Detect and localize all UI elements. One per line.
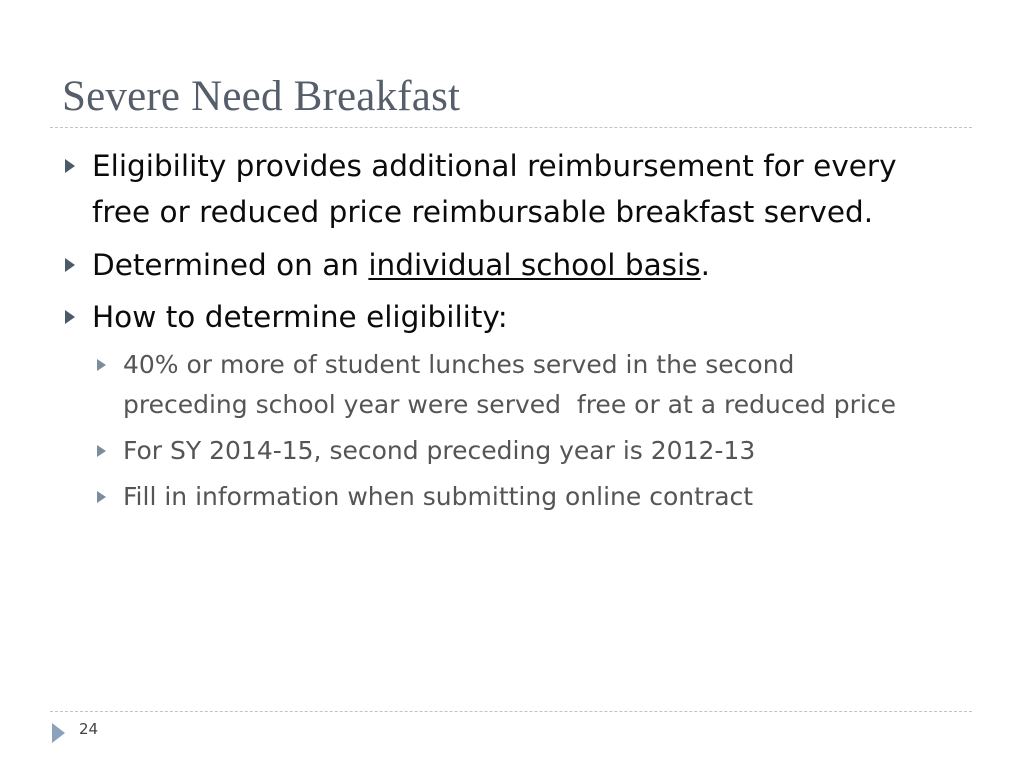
sub-bullet-triangle-icon <box>97 491 106 503</box>
bullet-text: Determined on an <box>92 248 369 282</box>
slide-number: 24 <box>79 720 99 738</box>
sub-bullet-line: 40% or more of student lunches served in the second <box>123 350 795 379</box>
bullet-line: Eligibility provides additional reimbursement for every <box>92 149 897 183</box>
sub-bullet-text: Fill in information when submitting online contract <box>123 482 754 511</box>
bullet-item <box>92 242 710 288</box>
sub-bullet-line: preceding school year were served free or at a reduced price <box>123 390 896 419</box>
bullet-item <box>92 143 897 235</box>
bullet-text: How to determine eligibility: <box>92 300 508 334</box>
sub-bullet-item <box>123 345 896 425</box>
bullet-triangle-icon <box>65 159 75 173</box>
sub-bullet-text: For SY 2014-15, second preceding year is 2012-13 <box>123 436 756 465</box>
emphasized-text: individual school basis <box>368 248 701 282</box>
bullet-line: free or reduced price reimbursable breakfast served. <box>92 195 874 229</box>
bullet-text-suffix: . <box>700 248 710 282</box>
title-divider <box>50 127 972 128</box>
sub-bullet-triangle-icon <box>97 445 106 457</box>
slide-title: Severe Need Breakfast <box>62 73 461 120</box>
sub-bullet-triangle-icon <box>97 359 106 371</box>
sub-bullet-item <box>123 477 753 517</box>
sub-bullet-item <box>123 431 755 471</box>
bullet-triangle-icon <box>65 258 75 272</box>
footer-triangle-icon <box>52 723 65 743</box>
bullet-triangle-icon <box>65 310 75 324</box>
footer-divider <box>50 711 972 712</box>
bullet-item <box>92 294 508 340</box>
